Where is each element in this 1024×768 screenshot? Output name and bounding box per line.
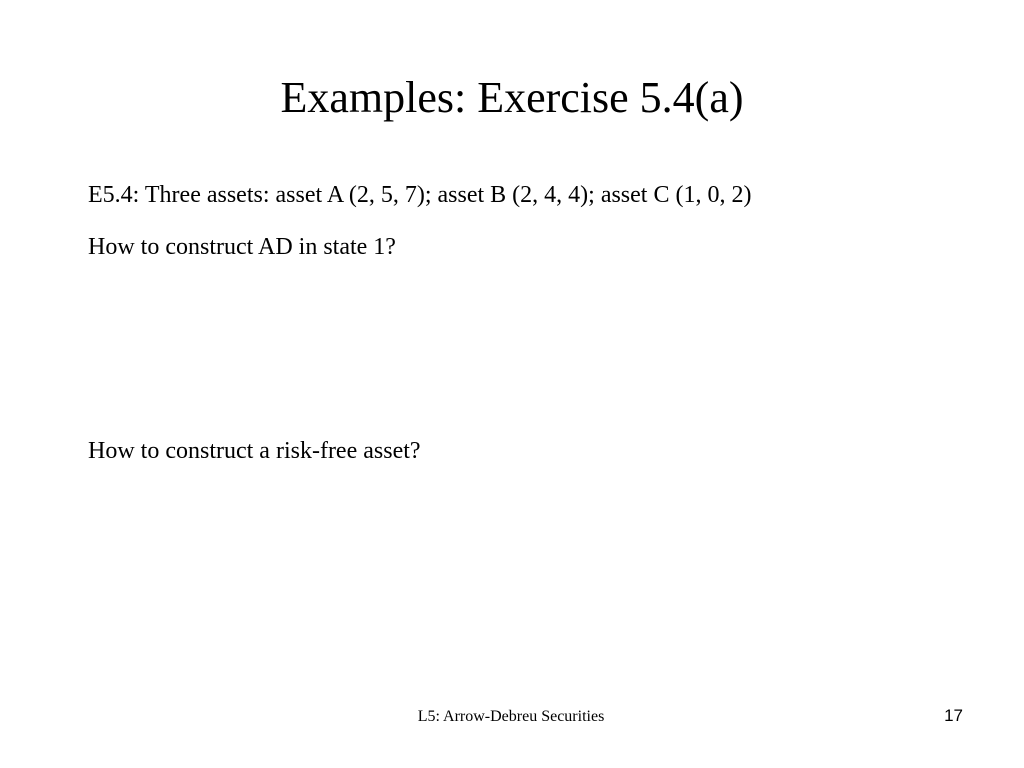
page-number: 17 [944,706,963,725]
slide-footer [0,706,1023,728]
slide-title: Examples: Exercise 5.4(a) [280,73,744,122]
exercise-statement: E5.4: Three assets: asset A (2, 5, 7); asset B (2, 4, 4); asset C (1, 0, 2) [88,182,752,208]
footer-label: L5: Arrow-Debreu Securities [417,708,605,725]
question-risk-free-asset: How to construct a risk-free asset? [88,438,421,464]
question-ad-state-1: How to construct AD in state 1? [88,234,396,260]
